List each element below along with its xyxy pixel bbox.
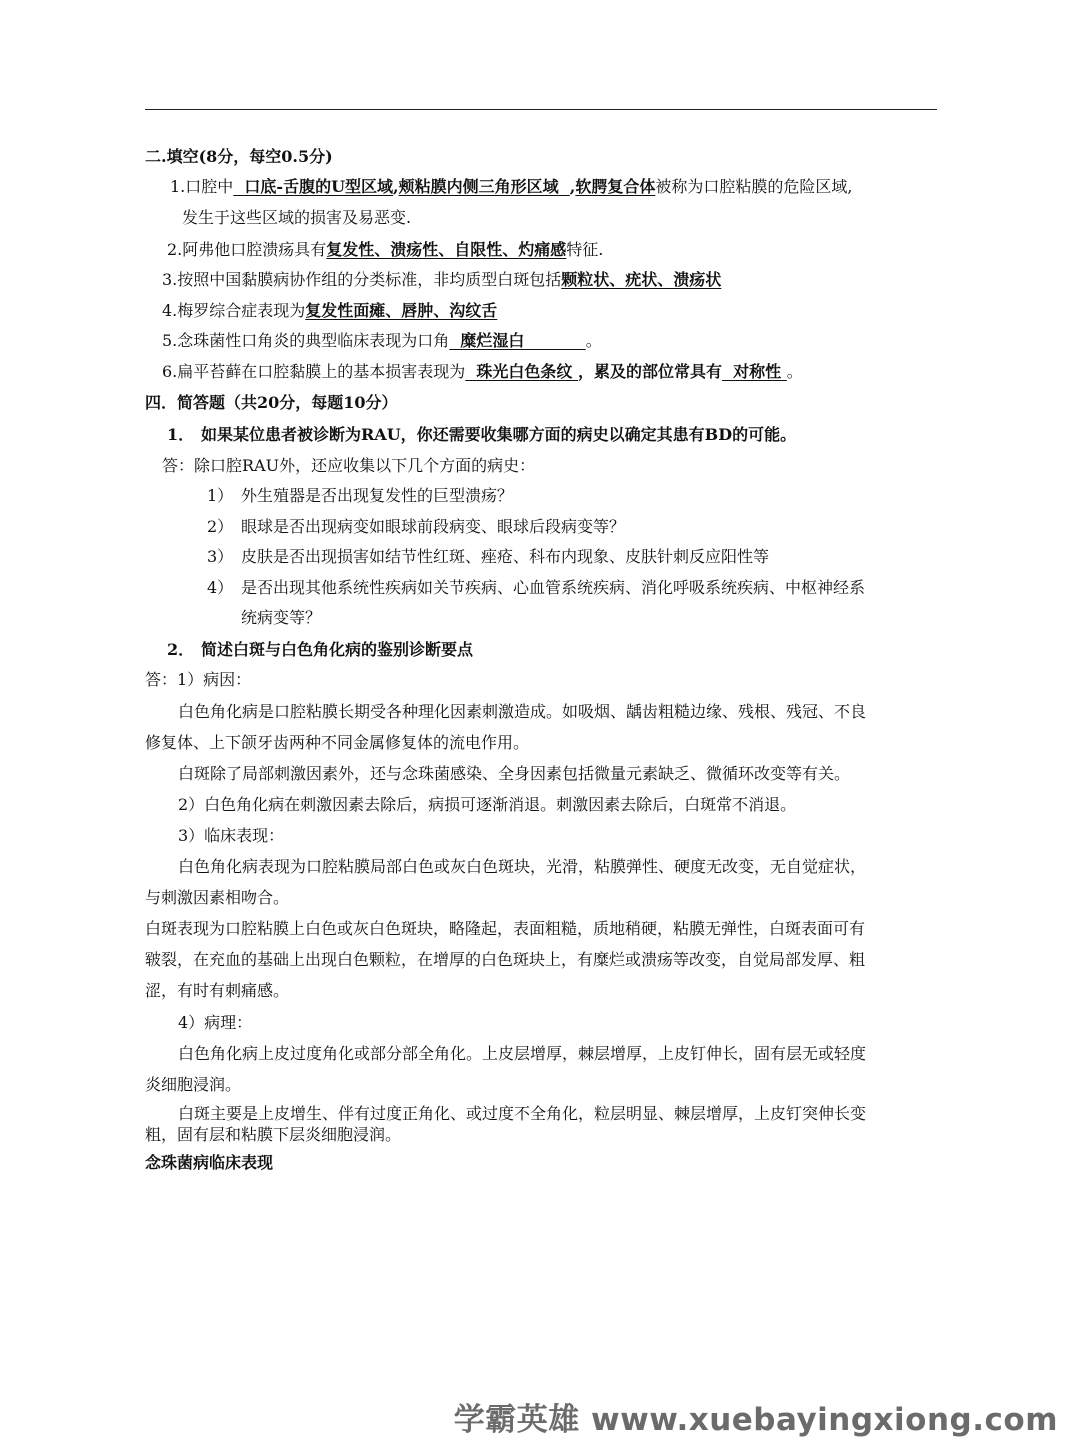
- list-item-continued: 统病变等？: [241, 608, 322, 627]
- short-q2-question: 2． 简述白斑与白色角化病的鉴别诊断要点: [167, 640, 474, 659]
- fill-q5: 5.念珠菌性口角炎的典型临床表现为口角 糜烂湿白 。: [162, 331, 602, 350]
- answer-line: 修复体、上下颌牙齿两种不同金属修复体的流电作用。: [145, 733, 530, 752]
- answer-line: 答：1）病因：: [145, 670, 252, 689]
- answer-line: 3）临床表现：: [178, 826, 285, 845]
- fill-q6: 6.扁平苔藓在口腔黏膜上的基本损害表现为 珠光白色条纹 ，累及的部位常具有 对称性 。: [162, 362, 803, 381]
- section4-title: 四．简答题（共20分，每题10分）: [145, 393, 398, 412]
- answer-line: 2）白色角化病在刺激因素去除后，病损可逐渐消退。刺激因素去除后，白斑常不消退。: [178, 795, 797, 814]
- fill-q2: 2.阿弗他口腔溃疡具有复发性、溃疡性、自限性、灼痛感特征.: [167, 240, 604, 259]
- fill-q3: 3.按照中国黏膜病协作组的分类标准，非均质型白斑包括颗粒状、疣状、溃疡状: [162, 270, 722, 289]
- answer-line: 皲裂，在充血的基础上出现白色颗粒，在增厚的白色斑块上，有糜烂或溃疡等改变，自觉局部发厚、粗: [145, 950, 866, 969]
- answer-line: 白色角化病是口腔粘膜长期受各种理化因素刺激造成。如吸烟、龋齿粗糙边缘、残根、残冠、不良: [178, 702, 867, 721]
- list-item: 3） 皮肤是否出现损害如结节性红斑、痤疮、科布内现象、皮肤针刺反应阳性等: [207, 547, 770, 566]
- section2-title: 二.填空(8分，每空0.5分): [145, 147, 333, 166]
- answer-line: 白斑表现为口腔粘膜上白色或灰白色斑块，略隆起，表面粗糙，质地稍硬，粘膜无弹性，白斑表面可有: [145, 919, 866, 938]
- answer-line: 白色角化病上皮过度角化或部分部全角化。上皮层增厚，棘层增厚，上皮钉伸长，固有层无或轻度: [178, 1044, 867, 1063]
- short-q1-question: 1． 如果某位患者被诊断为RAU，你还需要收集哪方面的病史以确定其患有BD的可能。: [167, 425, 797, 444]
- heading-candidiasis: 念珠菌病临床表现: [145, 1153, 274, 1172]
- list-item: 4） 是否出现其他系统性疾病如关节疾病、心血管系统疾病、消化呼吸系统疾病、中枢神经系: [207, 578, 866, 597]
- list-item: 1） 外生殖器是否出现复发性的巨型溃疡？: [207, 486, 514, 505]
- answer-line: 4）病理：: [178, 1013, 253, 1032]
- list-item: 2） 眼球是否出现病变如眼球前段病变、眼球后段病变等？: [207, 517, 626, 536]
- answer-line: 粗，固有层和粘膜下层炎细胞浸润。: [145, 1125, 402, 1144]
- answer-line: 白色角化病表现为口腔粘膜局部白色或灰白色斑块，光滑，粘膜弹性、硬度无改变，无自觉症状，: [178, 857, 867, 876]
- fill-q1: 1.口腔中 口底-舌腹的U型区域,颊粘膜内侧三角形区域 ,软腭复合体被称为口腔粘膜的危险区域,: [170, 177, 853, 196]
- header-rule: [145, 109, 937, 110]
- answer-line: 涩，有时有刺痛感。: [145, 981, 290, 1000]
- short-q1-answer-intro: 答：除口腔RAU外，还应收集以下几个方面的病史：: [162, 456, 536, 475]
- fill-q4: 4.梅罗综合症表现为复发性面瘫、唇肿、沟纹舌: [162, 301, 498, 320]
- answer-line: 与刺激因素相吻合。: [145, 888, 290, 907]
- answer-line: 白斑除了局部刺激因素外，还与念珠菌感染、全身因素包括微量元素缺乏、微循环改变等有关。: [178, 764, 851, 783]
- answer-line: 白斑主要是上皮增生、伴有过度正角化、或过度不全角化，粒层明显、棘层增厚，上皮钉突伸长变: [178, 1104, 867, 1123]
- watermark: 学霸英雄 www.xuebayingxiong.com: [453, 1402, 1058, 1438]
- answer-line: 炎细胞浸润。: [145, 1075, 242, 1094]
- fill-q1-line2: 发生于这些区域的损害及易恶变.: [182, 208, 412, 227]
